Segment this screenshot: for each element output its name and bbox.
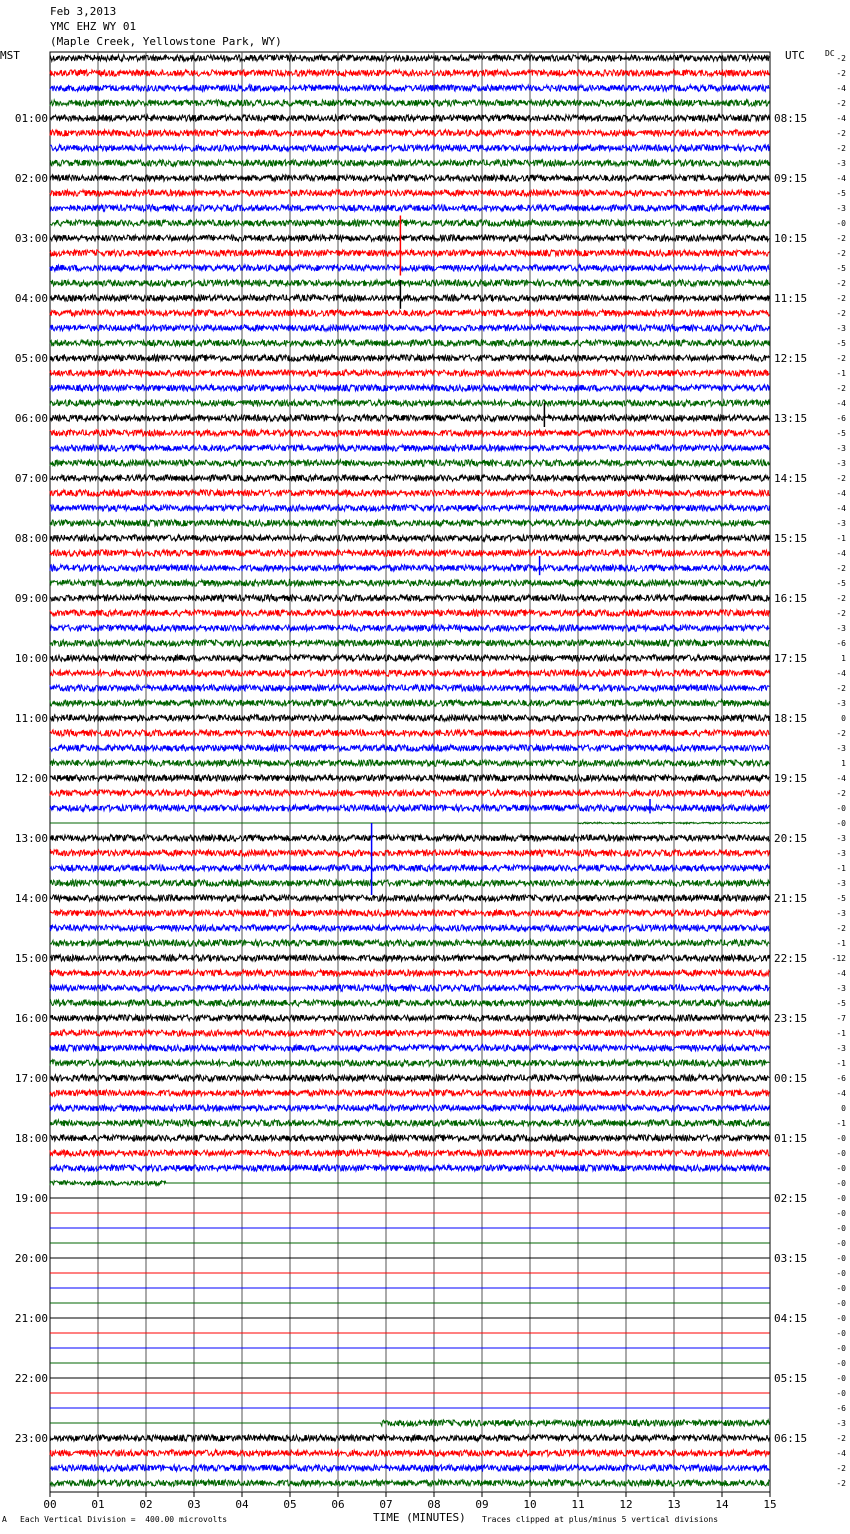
trace-row-57 <box>50 910 769 916</box>
trace-row-47 <box>50 760 769 766</box>
dc-offset-label: -0 <box>836 1299 846 1308</box>
left-hour-label: 10:00 <box>14 652 48 665</box>
x-tick-label: 02 <box>139 1498 153 1511</box>
trace-row-7 <box>50 160 769 166</box>
x-tick-label: 09 <box>475 1498 489 1511</box>
dc-offset-label: -3 <box>836 699 846 708</box>
left-hour-label: 03:00 <box>14 232 48 245</box>
dc-offset-label: -2 <box>836 249 846 258</box>
trace-row-49 <box>50 790 769 796</box>
dc-offset-label: 0 <box>841 1104 846 1113</box>
dc-offset-label: -2 <box>836 354 846 363</box>
trace-row-23 <box>50 400 769 406</box>
trace-row-70 <box>50 1105 769 1111</box>
trace-row-20 <box>50 355 769 361</box>
x-tick-label: 00 <box>43 1498 57 1511</box>
trace-row-32 <box>50 535 769 541</box>
trace-row-44 <box>50 715 769 721</box>
dc-offset-label: -6 <box>836 639 846 648</box>
dc-offset-label: -1 <box>836 939 846 948</box>
dc-offset-label: -3 <box>836 444 846 453</box>
trace-row-29 <box>50 490 769 496</box>
dc-offset-label: -0 <box>836 1329 846 1338</box>
left-hour-label: 13:00 <box>14 832 48 845</box>
dc-offset-label: -3 <box>836 459 846 468</box>
dc-offset-label: -5 <box>836 999 846 1008</box>
right-hour-label: 09:15 <box>774 172 808 185</box>
right-hour-label: 16:15 <box>774 592 808 605</box>
left-hour-label: 06:00 <box>14 412 48 425</box>
dc-offset-label: -2 <box>836 924 846 933</box>
dc-offset-label: -0 <box>836 819 846 828</box>
trace-row-64 <box>50 1015 769 1021</box>
trace-row-14 <box>50 265 769 271</box>
right-hour-label: 12:15 <box>774 352 808 365</box>
dc-header-label: DC <box>825 49 835 58</box>
trace-row-39 <box>50 640 769 646</box>
dc-offset-label: -2 <box>836 129 846 138</box>
trace-row-42 <box>50 685 769 691</box>
trace-row-48 <box>50 775 769 781</box>
trace-row-1 <box>50 70 769 76</box>
right-hour-label: 15:15 <box>774 532 808 545</box>
trace-row-63 <box>50 1000 769 1006</box>
dc-offset-label: -2 <box>836 1464 846 1473</box>
dc-offset-label: -4 <box>836 399 846 408</box>
left-hour-label: 21:00 <box>14 1312 48 1325</box>
dc-offset-label: -2 <box>836 1479 846 1488</box>
left-hour-label: 05:00 <box>14 352 48 365</box>
dc-offset-label: -3 <box>836 834 846 843</box>
dc-offset-label: -3 <box>836 159 846 168</box>
dc-offset-label: -1 <box>836 1059 846 1068</box>
left-hour-label: 18:00 <box>14 1132 48 1145</box>
dc-offset-label: -0 <box>836 219 846 228</box>
dc-offset-label: -5 <box>836 579 846 588</box>
dc-offset-label: 1 <box>841 654 846 663</box>
left-hour-label: 01:00 <box>14 112 48 125</box>
x-tick-label: 07 <box>379 1498 393 1511</box>
trace-row-65 <box>50 1030 769 1036</box>
dc-offset-label: -0 <box>836 1164 846 1173</box>
trace-row-46 <box>50 745 769 751</box>
x-axis-title: TIME (MINUTES) <box>373 1511 466 1524</box>
trace-row-37 <box>50 610 769 616</box>
dc-offset-label: -3 <box>836 879 846 888</box>
trace-row-54 <box>50 865 769 871</box>
left-hour-label: 19:00 <box>14 1192 48 1205</box>
right-hour-label: 23:15 <box>774 1012 808 1025</box>
dc-offset-label: -2 <box>836 144 846 153</box>
dc-offset-label: -6 <box>836 414 846 423</box>
location-label: (Maple Creek, Yellowstone Park, WY) <box>50 35 282 48</box>
dc-offset-label: -0 <box>836 1389 846 1398</box>
trace-row-61 <box>50 970 769 976</box>
x-tick-label: 12 <box>619 1498 633 1511</box>
right-hour-label: 04:15 <box>774 1312 808 1325</box>
trace-row-73 <box>50 1150 769 1156</box>
left-hour-label: 23:00 <box>14 1432 48 1445</box>
dc-offset-label: -3 <box>836 1419 846 1428</box>
dc-offset-label: -2 <box>836 474 846 483</box>
trace-row-22 <box>50 385 769 391</box>
dc-offset-label: -2 <box>836 384 846 393</box>
trace-row-10 <box>50 205 769 211</box>
trace-row-59 <box>50 940 769 946</box>
dc-offset-label: -3 <box>836 204 846 213</box>
right-hour-label: 05:15 <box>774 1372 808 1385</box>
dc-offset-label: -0 <box>836 1224 846 1233</box>
trace-row-50 <box>50 805 769 811</box>
dc-offset-label: -6 <box>836 1074 846 1083</box>
right-hour-label: 00:15 <box>774 1072 808 1085</box>
x-tick-label: 15 <box>763 1498 777 1511</box>
dc-offset-label: -3 <box>836 519 846 528</box>
dc-offset-label: -0 <box>836 1149 846 1158</box>
clip-note: Traces clipped at plus/minus 5 vertical divisions <box>482 1515 719 1524</box>
left-hour-label: 16:00 <box>14 1012 48 1025</box>
trace-row-58 <box>50 925 769 931</box>
trace-row-2 <box>50 85 769 91</box>
dc-offset-label: -4 <box>836 84 846 93</box>
trace-row-9 <box>50 190 769 196</box>
trace-row-60 <box>50 955 769 961</box>
trace-row-18 <box>50 325 769 331</box>
scale-note: Each Vertical Division = 400.00 microvolts <box>20 1515 228 1524</box>
dc-offset-label: -6 <box>836 1404 846 1413</box>
trace-row-66 <box>50 1045 769 1051</box>
trace-row-34 <box>50 565 769 571</box>
dc-offset-label: -1 <box>836 369 846 378</box>
left-hour-label: 07:00 <box>14 472 48 485</box>
dc-offset-label: -0 <box>836 1344 846 1353</box>
trace-row-0 <box>50 55 769 61</box>
trace-row-75 <box>50 1181 769 1186</box>
trace-row-94 <box>50 1465 769 1471</box>
trace-row-92 <box>50 1435 769 1441</box>
right-hour-label: 14:15 <box>774 472 808 485</box>
x-tick-label: 03 <box>187 1498 201 1511</box>
dc-offset-label: -0 <box>836 1314 846 1323</box>
x-tick-label: 10 <box>523 1498 537 1511</box>
dc-offset-label: -4 <box>836 114 846 123</box>
dc-offset-label: -4 <box>836 174 846 183</box>
left-hour-label: 09:00 <box>14 592 48 605</box>
dc-offset-label: -3 <box>836 984 846 993</box>
dc-offset-label: -4 <box>836 504 846 513</box>
trace-row-71 <box>50 1120 769 1126</box>
dc-offset-label: -2 <box>836 69 846 78</box>
x-tick-label: 05 <box>283 1498 297 1511</box>
dc-offset-label: -3 <box>836 624 846 633</box>
left-hour-label: 02:00 <box>14 172 48 185</box>
trace-row-41 <box>50 670 769 676</box>
trace-row-17 <box>50 310 769 316</box>
right-hour-label: 06:15 <box>774 1432 808 1445</box>
left-hour-label: 04:00 <box>14 292 48 305</box>
right-hour-label: 22:15 <box>774 952 808 965</box>
right-hour-label: 08:15 <box>774 112 808 125</box>
right-hour-label: 13:15 <box>774 412 808 425</box>
trace-row-67 <box>50 1060 769 1066</box>
dc-offset-label: -2 <box>836 564 846 573</box>
dc-offset-label: -2 <box>836 309 846 318</box>
trace-row-69 <box>50 1090 769 1096</box>
right-hour-label: 02:15 <box>774 1192 808 1205</box>
trace-row-91 <box>50 1420 769 1426</box>
date-label: Feb 3,2013 <box>50 5 117 18</box>
dc-offset-label: -4 <box>836 489 846 498</box>
trace-row-95 <box>50 1480 769 1486</box>
dc-offset-label: -4 <box>836 669 846 678</box>
x-tick-label: 08 <box>427 1498 441 1511</box>
dc-offset-label: -4 <box>836 774 846 783</box>
left-hour-label: 22:00 <box>14 1372 48 1385</box>
trace-row-72 <box>50 1135 769 1141</box>
trace-row-24 <box>50 415 769 421</box>
x-tick-label: 11 <box>571 1498 585 1511</box>
x-tick-label: 13 <box>667 1498 681 1511</box>
right-hour-label: 19:15 <box>774 772 808 785</box>
trace-row-12 <box>50 235 769 241</box>
trace-row-11 <box>50 220 769 226</box>
trace-row-62 <box>50 985 769 991</box>
trace-row-3 <box>50 100 769 106</box>
dc-offset-label: -0 <box>836 1209 846 1218</box>
left-hour-label: 17:00 <box>14 1072 48 1085</box>
trace-row-51 <box>50 822 769 824</box>
dc-offset-label: -0 <box>836 1359 846 1368</box>
trace-row-52 <box>50 835 769 841</box>
x-tick-label: 06 <box>331 1498 345 1511</box>
trace-row-74 <box>50 1165 769 1171</box>
left-hour-label: 14:00 <box>14 892 48 905</box>
trace-row-45 <box>50 730 769 736</box>
dc-offset-label: -4 <box>836 1089 846 1098</box>
dc-offset-label: 0 <box>841 714 846 723</box>
dc-offset-label: -3 <box>836 849 846 858</box>
x-tick-label: 01 <box>91 1498 105 1511</box>
trace-row-8 <box>50 175 769 181</box>
dc-offset-label: -3 <box>836 744 846 753</box>
right-hour-label: 21:15 <box>774 892 808 905</box>
dc-offset-label: -0 <box>836 1194 846 1203</box>
trace-row-68 <box>50 1075 769 1081</box>
trace-row-26 <box>50 445 769 451</box>
trace-row-31 <box>50 520 769 526</box>
trace-row-40 <box>50 655 769 661</box>
trace-row-21 <box>50 370 769 376</box>
trace-row-5 <box>50 130 769 136</box>
dc-offset-label: 1 <box>841 759 846 768</box>
left-hour-label: 08:00 <box>14 532 48 545</box>
dc-offset-label: -0 <box>836 1134 846 1143</box>
dc-offset-label: -1 <box>836 1119 846 1128</box>
right-hour-label: 10:15 <box>774 232 808 245</box>
trace-row-16 <box>50 295 769 301</box>
left-hour-label: 12:00 <box>14 772 48 785</box>
trace-row-43 <box>50 700 769 706</box>
left-hour-label: 20:00 <box>14 1252 48 1265</box>
right-hour-label: 18:15 <box>774 712 808 725</box>
dc-offset-label: -3 <box>836 324 846 333</box>
dc-offset-label: -2 <box>836 1434 846 1443</box>
trace-row-35 <box>50 580 769 586</box>
x-tick-label: 14 <box>715 1498 729 1511</box>
right-hour-label: 20:15 <box>774 832 808 845</box>
dc-offset-label: -0 <box>836 1239 846 1248</box>
dc-offset-label: -2 <box>836 54 846 63</box>
trace-row-27 <box>50 460 769 466</box>
dc-offset-label: -3 <box>836 1044 846 1053</box>
trace-row-30 <box>50 505 769 511</box>
right-hour-label: 03:15 <box>774 1252 808 1265</box>
trace-row-19 <box>50 340 769 346</box>
dc-offset-label: -5 <box>836 339 846 348</box>
dc-offset-label: -4 <box>836 549 846 558</box>
dc-offset-label: -2 <box>836 609 846 618</box>
left-hour-label: 15:00 <box>14 952 48 965</box>
dc-offset-label: -5 <box>836 894 846 903</box>
station-label: YMC EHZ WY 01 <box>50 20 137 33</box>
x-tick-label: 04 <box>235 1498 249 1511</box>
dc-offset-label: -3 <box>836 909 846 918</box>
dc-offset-label: -4 <box>836 969 846 978</box>
dc-offset-label: -2 <box>836 789 846 798</box>
dc-offset-label: -12 <box>831 954 846 963</box>
trace-row-56 <box>50 895 769 901</box>
dc-offset-label: -7 <box>836 1014 846 1023</box>
dc-offset-label: -0 <box>836 1284 846 1293</box>
dc-offset-label: -2 <box>836 99 846 108</box>
left-hour-label: 11:00 <box>14 712 48 725</box>
left-timezone-label: MST <box>0 49 20 62</box>
footer-mark: A <box>2 1515 7 1524</box>
dc-offset-label: -1 <box>836 534 846 543</box>
trace-row-15 <box>50 280 769 286</box>
right-hour-label: 01:15 <box>774 1132 808 1145</box>
dc-offset-label: -0 <box>836 1374 846 1383</box>
trace-row-33 <box>50 550 769 556</box>
trace-row-28 <box>50 475 769 481</box>
trace-row-25 <box>50 430 769 436</box>
dc-offset-label: -0 <box>836 1179 846 1188</box>
dc-offset-label: -2 <box>836 234 846 243</box>
dc-offset-label: -2 <box>836 684 846 693</box>
dc-offset-label: -2 <box>836 729 846 738</box>
trace-row-4 <box>50 115 769 121</box>
trace-row-93 <box>50 1450 769 1456</box>
trace-row-36 <box>50 595 769 601</box>
dc-offset-label: -5 <box>836 264 846 273</box>
dc-offset-label: -0 <box>836 804 846 813</box>
dc-offset-label: -5 <box>836 189 846 198</box>
trace-row-55 <box>50 880 769 886</box>
dc-offset-label: -2 <box>836 279 846 288</box>
trace-row-13 <box>50 250 769 256</box>
dc-offset-label: -0 <box>836 1254 846 1263</box>
dc-offset-label: -1 <box>836 1029 846 1038</box>
dc-offset-label: -5 <box>836 429 846 438</box>
dc-offset-label: -1 <box>836 864 846 873</box>
trace-row-53 <box>50 850 769 856</box>
right-hour-label: 17:15 <box>774 652 808 665</box>
right-timezone-label: UTC <box>785 49 805 62</box>
dc-offset-label: -4 <box>836 1449 846 1458</box>
dc-offset-label: -2 <box>836 294 846 303</box>
dc-offset-label: -2 <box>836 594 846 603</box>
dc-offset-label: -0 <box>836 1269 846 1278</box>
trace-row-6 <box>50 145 769 151</box>
right-hour-label: 11:15 <box>774 292 808 305</box>
trace-row-38 <box>50 625 769 631</box>
